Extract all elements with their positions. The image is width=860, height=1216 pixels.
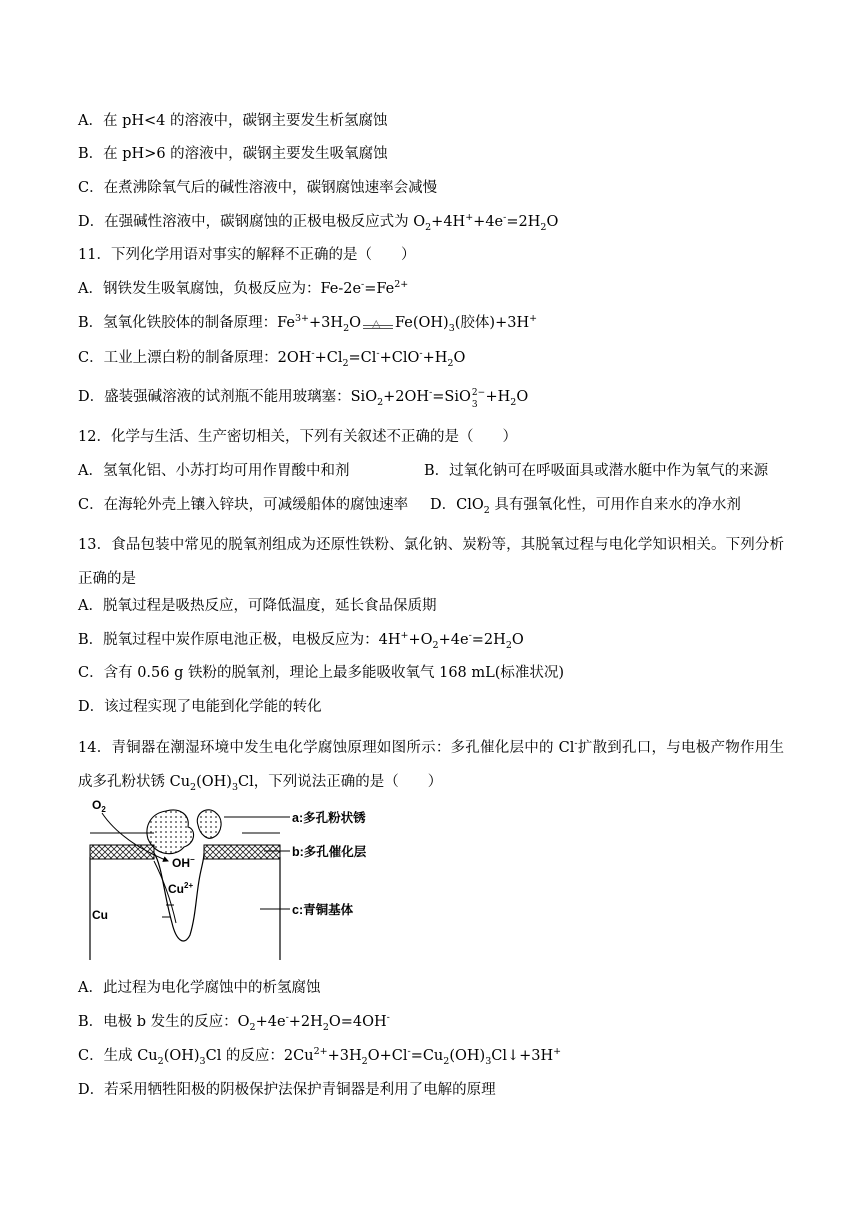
q10-option-c: C．在煮沸除氧气后的碱性溶液中，碳钢腐蚀速率会减慢: [78, 180, 438, 196]
catalytic-layer: [90, 845, 154, 859]
q13-option-b: B．脱氧过程中炭作原电池正极，电极反应为：$4H^++O_2+4e^-=2H_2O$: [78, 630, 524, 651]
q14-option-a: A．此过程为电化学腐蚀中的析氢腐蚀: [78, 980, 321, 996]
q10-option-b: B．在 pH>6 的溶液中，碳钢主要发生吸氧腐蚀: [78, 146, 388, 162]
bronze-corrosion-diagram: [84, 795, 394, 965]
porous-rust: [147, 810, 194, 854]
copper-label: Cu: [92, 908, 108, 922]
porous-rust: [197, 810, 221, 838]
q13-option-c: C．含有 0.56 g 铁粉的脱氧剂，理论上最多能吸收氧气 168 mL(标准状况): [78, 665, 565, 681]
q11-option-a: A．钢铁发生吸氧腐蚀，负极反应为：$Fe-2e^-=Fe^{2+}$: [78, 279, 409, 297]
q10-option-a: A．在 pH<4 的溶液中，碳钢主要发生析氢腐蚀: [78, 113, 388, 129]
q11-option-c: C．工业上漂白粉的制备原理：$2OH^-+Cl_2=Cl^-+ClO^-+H_2O$: [78, 348, 466, 369]
q12-option-d: D．ClO$_2$ 具有强氧化性，可用作自来水的净水剂: [430, 497, 741, 516]
label-c: c:青铜基体: [292, 903, 354, 917]
q13-option-a: A．脱氧过程是吸热反应，可降低温度，延长食品保质期: [78, 598, 437, 614]
q13-stem: 13．食品包装中常见的脱氧剂组成为还原性铁粉、氯化钠、炭粉等，其脱氧过程与电化学知识相关。下列分析正确的是: [78, 537, 784, 587]
label-b: b:多孔催化层: [292, 845, 367, 859]
q11-stem: 11．下列化学用语对事实的解释不正确的是（ ）: [78, 247, 416, 263]
q14-stem: 14．青铜器在潮湿环境中发生电化学腐蚀原理如图所示：多孔催化层中的 Cl-扩散到孔口，与电极产物作用生成多孔粉状锈 $Cu_2(OH)_3Cl$，下列说法正确的是（ ）: [78, 738, 784, 793]
heating-arrow-icon: △: [361, 313, 395, 333]
q14-option-d: D．若采用牺牲阳极的阴极保护法保护青铜器是利用了电解的原理: [78, 1082, 496, 1098]
q12-option-c: C．在海轮外壳上镶入锌块，可减缓船体的腐蚀速率: [78, 497, 409, 513]
q14-option-c: C．生成 $Cu_2(OH)_3Cl$ 的反应：$2Cu^{2+}+3H_2O+Cl^-=Cu_2(OH)_3Cl↓+3H^+$: [78, 1046, 562, 1067]
q12-option-a: A．氢氧化铝、小苏打均可用作胃酸中和剂: [78, 463, 350, 479]
o2-label: $O_2$: [92, 798, 106, 814]
copper-ion-label: $Cu^{2+}$: [168, 881, 194, 896]
label-a: a:多孔粉状锈: [292, 811, 366, 825]
q13-option-d: D．该过程实现了电能到化学能的转化: [78, 699, 322, 715]
q12-option-b: B．过氧化钠可在呼吸面具或潜水艇中作为氧气的来源: [424, 463, 769, 479]
q12-stem: 12．化学与生活、生产密切相关，下列有关叙述不正确的是（ ）: [78, 429, 517, 445]
q11-option-d: D．盛装强碱溶液的试剂瓶不能用玻璃塞：SiO$_2$+2OH-=SiO 2− 3 $+H_2O$: [78, 387, 529, 410]
q14-option-b: B．电极 b 发生的反应：$O_2+4e^-+2H_2O=4OH^-$: [78, 1012, 390, 1033]
q10-option-d: D．在强碱性溶液中，碳钢腐蚀的正极电极反应式为 $O_2+4H^++4e^-=2H_2O$: [78, 212, 559, 233]
q11-option-b: B．氢氧化铁胶体的制备原理：$Fe^{3+}+3H_2O$ △ $Fe(OH)_3$(胶体)+3H+: [78, 313, 538, 334]
hydroxide-label: OH−: [172, 855, 195, 870]
catalytic-layer: [204, 845, 280, 859]
